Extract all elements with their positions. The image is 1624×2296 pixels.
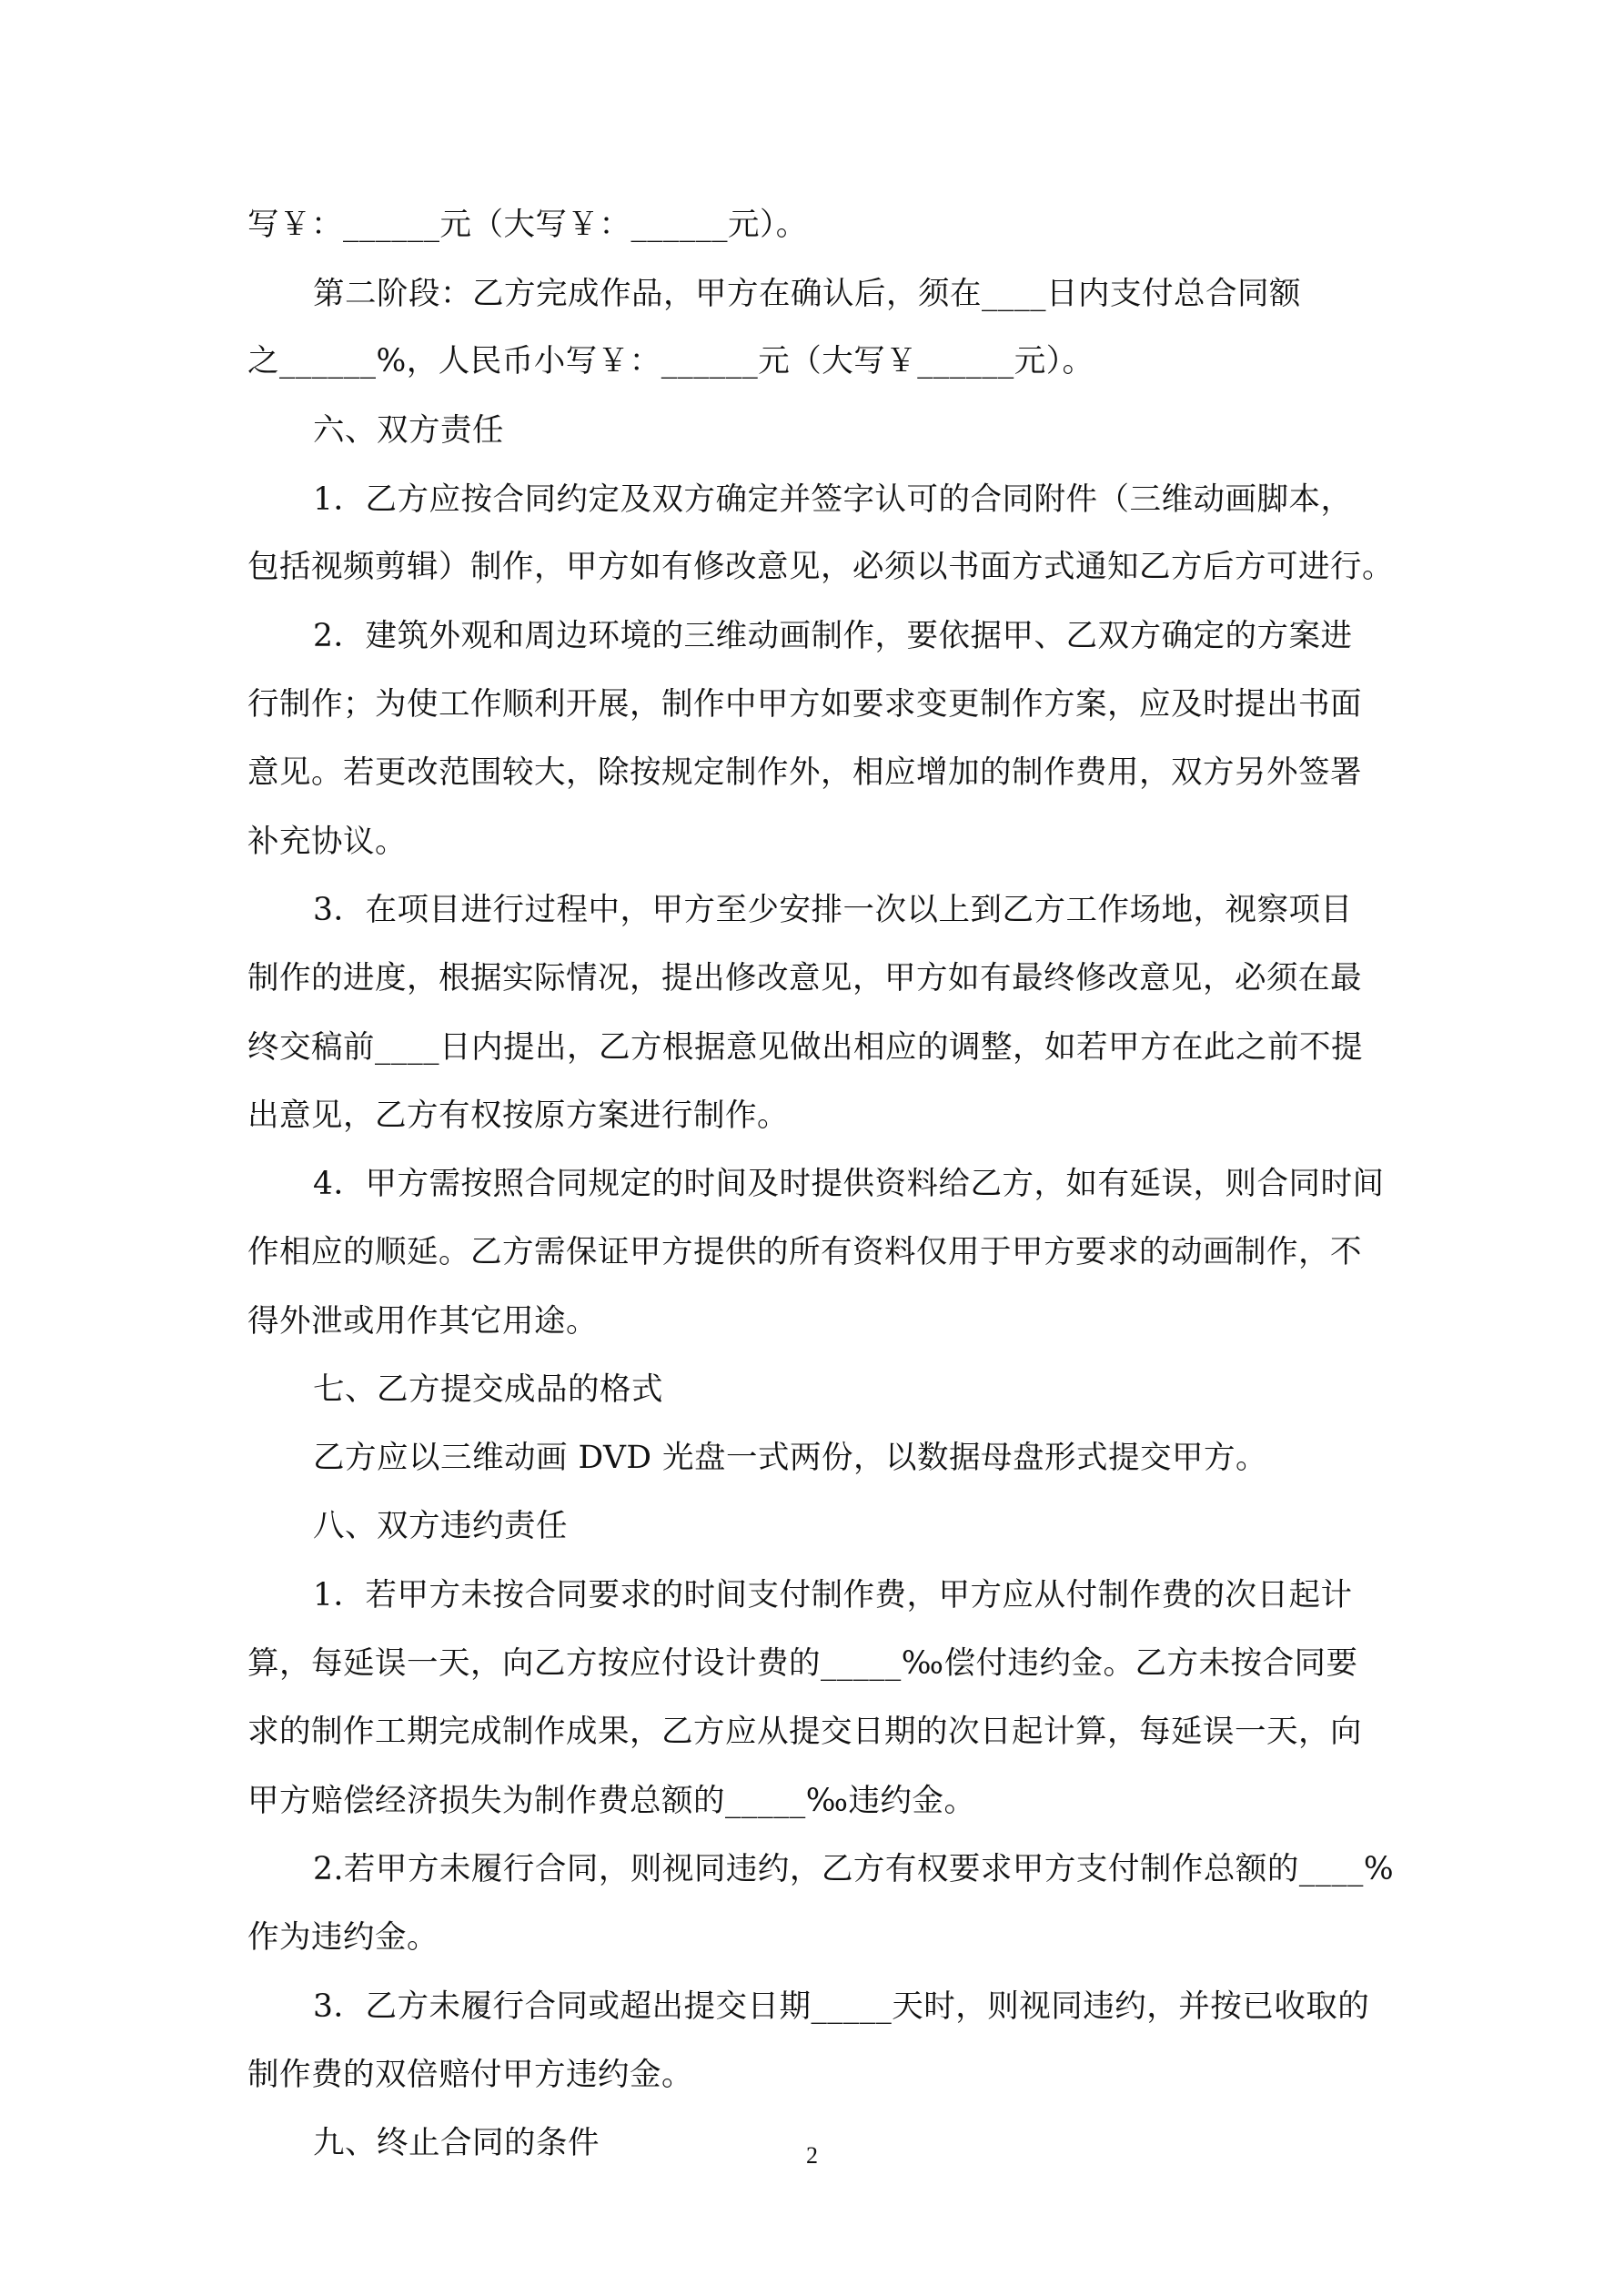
paragraph-line: 得外泄或用作其它用途。: [247, 1303, 598, 1340]
paragraph-line: 乙方应以三维动画 DVD 光盘一式两份，以数据母盘形式提交甲方。: [313, 1440, 1268, 1476]
paragraph-line: 补充协议。: [247, 824, 407, 860]
paragraph-line: 写￥：______元（大写￥：______元）。: [247, 207, 808, 243]
paragraph-line: 甲方赔偿经济损失为制作费总额的_____‰违约金。: [247, 1783, 976, 1819]
paragraph-line: 第二阶段：乙方完成作品，甲方在确认后，须在____日内支付总合同额: [313, 276, 1301, 312]
paragraph-line: 出意见，乙方有权按原方案进行制作。: [247, 1097, 789, 1134]
paragraph-line: 意见。若更改范围较大，除按规定制作外，相应增加的制作费用，双方另外签署: [247, 754, 1362, 791]
paragraph-line: 1．乙方应按合同约定及双方确定并签字认可的合同附件（三维动画脚本，: [313, 481, 1353, 518]
paragraph-line: 之______%，人民币小写￥：______元（大写￥______元）。: [247, 343, 1094, 379]
page-number: 2: [806, 2142, 818, 2169]
paragraph-line: 制作费的双倍赔付甲方违约金。: [247, 2057, 693, 2093]
paragraph-line: 包括视频剪辑）制作，甲方如有修改意见，必须以书面方式通知乙方后方可进行。: [247, 549, 1394, 585]
paragraph-line: 作相应的顺延。乙方需保证甲方提供的所有资料仅用于甲方要求的动画制作，不: [247, 1234, 1362, 1270]
paragraph-line: 3．在项目进行过程中，甲方至少安排一次以上到乙方工作场地，视察项目: [313, 892, 1353, 928]
paragraph-line: 求的制作工期完成制作成果，乙方应从提交日期的次日起计算，每延误一天，向: [247, 1714, 1362, 1750]
paragraph-line: 算，每延误一天，向乙方按应付设计费的_____‰偿付违约金。乙方未按合同要: [247, 1645, 1358, 1682]
paragraph-line: 作为违约金。: [247, 1919, 439, 1956]
paragraph-line: 1．若甲方未按合同要求的时间支付制作费，甲方应从付制作费的次日起计: [313, 1577, 1353, 1613]
paragraph-line: 制作的进度，根据实际情况，提出修改意见，甲方如有最终修改意见，必须在最: [247, 960, 1362, 996]
paragraph-line: 终交稿前____日内提出，乙方根据意见做出相应的调整，如若甲方在此之前不提: [247, 1029, 1363, 1066]
paragraph-line: 3．乙方未履行合同或超出提交日期_____天时，则视同违约，并按已收取的: [313, 1988, 1370, 2025]
section-heading: 七、乙方提交成品的格式: [313, 1371, 663, 1408]
section-heading: 六、双方责任: [313, 412, 504, 449]
section-heading: 九、终止合同的条件: [313, 2125, 600, 2161]
paragraph-line: 2.若甲方未履行合同，则视同违约，乙方有权要求甲方支付制作总额的____%: [313, 1851, 1395, 1887]
section-heading: 八、双方违约责任: [313, 1508, 568, 1544]
paragraph-line: 4．甲方需按照合同规定的时间及时提供资料给乙方，如有延误，则合同时间: [313, 1166, 1385, 1202]
paragraph-line: 行制作；为使工作顺利开展，制作中甲方如要求变更制作方案，应及时提出书面: [247, 686, 1362, 723]
paragraph-line: 2．建筑外观和周边环境的三维动画制作，要依据甲、乙双方确定的方案进: [313, 618, 1353, 654]
